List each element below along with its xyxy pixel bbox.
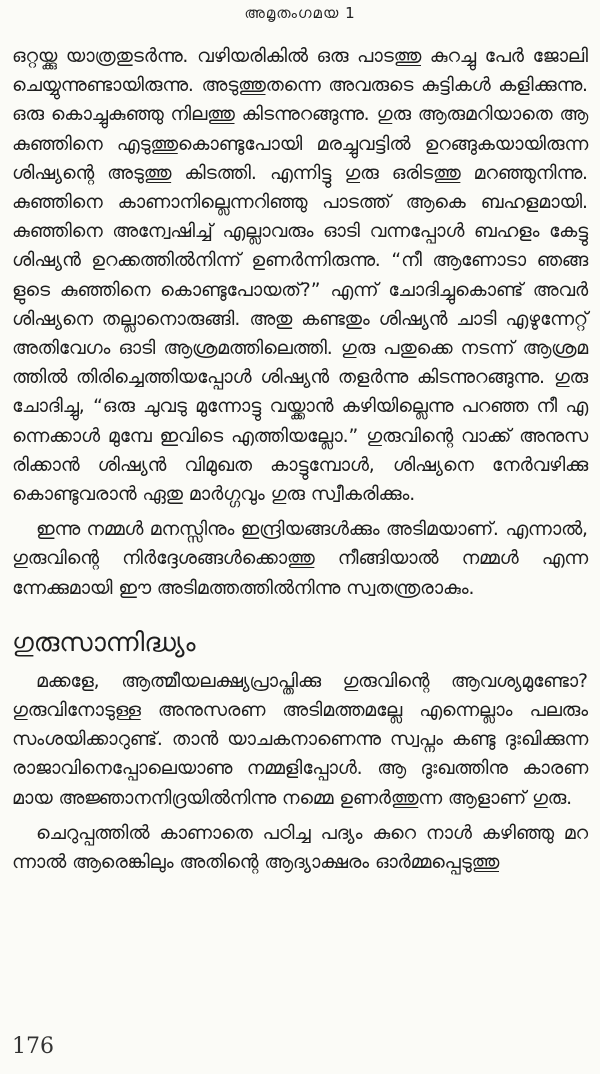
section-heading: ഗുരുസാന്നിദ്ധ്യം — [12, 627, 196, 658]
running-header: അമൃതംഗമയ 1 — [244, 4, 356, 22]
paragraph: ഒറ്റയ്ക്കു യാത്രതുടർന്നു. വഴിയരികിൽ ഒരു പാടത്തു കുറച്ചു പേർ ജോലി ചെയ്യുന്നുണ്ടായിരുന്നു. അടുത്തുതന്നെ അവരുടെ കുട്ടികൾ കളിക്കുന്നു. ഒരു കൊച്ചുകുഞ്ഞു നിലത്തു കിടന്നുറങ്ങുന്നു. ഗുരു ആരുമറിയാതെ ആ കുഞ്ഞിനെ എടുത്തുകൊണ്ടുപോയി മരച്ചുവട്ടിൽ ഉറങ്ങുകയായിരുന്ന ശിഷ്യന്റെ അടുത്തു കിടത്തി. എന്നിട്ടു ഗുരു ഒരിടത്തു മറഞ്ഞുനിന്നു. കുഞ്ഞിനെ കാണാനില്ലെന്നറിഞ്ഞു പാടത്ത് ആകെ ബഹളമായി. കുഞ്ഞിനെ അന്വേഷിച്ച് എല്ലാവരും ഓടി വന്നപ്പോൾ ബഹളം കേട്ടു ശിഷ്യൻ ഉറക്കത്തിൽനിന്ന് ഉണർന്നിരുന്നു. “നീ ആണോടാ ഞങ്ങളുടെ കുഞ്ഞിനെ കൊണ്ടുപോയത്?” എന്ന് ചോദിച്ചുകൊണ്ട് അവർ ശിഷ്യനെ തല്ലാനൊരുങ്ങി. അതു കണ്ടതും ശിഷ്യൻ ചാടി എഴുന്നേറ്റ് അതിവേഗം ഓടി ആശ്രമത്തിലെത്തി. ഗുരു പതുക്കെ നടന്ന് ആശ്രമത്തിൽ തിരിച്ചെത്തിയപ്പോൾ ശിഷ്യൻ തളർന്നു കിടന്നുറങ്ങുന്നു. ഗുരു ചോദിച്ചു, “ഒരു ചുവടു മുന്നോട്ടു വയ്ക്കാൻ കഴിയില്ലെന്നു പറഞ്ഞ നീ എന്നെക്കാൾ മുമ്പേ ഇവിടെ എത്തിയല്ലോ.” ഗുരുവിന്റെ വാക്ക് അനുസരിക്കാൻ ശിഷ്യൻ വിമുഖത കാട്ടുമ്പോൾ, ശിഷ്യനെ നേർവഴിക്കു കൊണ്ടുവരാൻ ഏതു മാർഗ്ഗവും ഗുരു സ്വീകരിക്കും. — [12, 46, 588, 506]
paragraph: മക്കളേ, ആത്മീയലക്ഷ്യപ്രാപ്തിക്കു ഗുരുവിന്റെ ആവശ്യമുണ്ടോ? ഗുരുവിനോടുള്ള അനുസരണ അടിമത്തമല്ലേ എന്നെല്ലാം പലരും സംശയിക്കാറുണ്ട്. താൻ യാചകനാണെന്നു സ്വപ്നം കണ്ടു ദുഃഖിക്കുന്ന രാജാവിനെപ്പോലെയാണു നമ്മളിപ്പോൾ. ആ ദുഃഖത്തിനു കാരണമായ അജ്ഞാനനിദ്രയിൽനിന്നു നമ്മെ ഉണർത്തുന്ന ആളാണ് ഗുരു. — [12, 670, 588, 809]
page-number: 176 — [12, 1034, 54, 1059]
body-text — [12, 42, 588, 877]
paragraph: ചെറുപ്പത്തിൽ കാണാതെ പഠിച്ച പദ്യം കുറെ നാൾ കഴിഞ്ഞു മറന്നാൽ ആരെങ്കിലും അതിന്റെ ആദ്യാക്ഷരം ഓർമ്മപ്പെടുത്തു — [12, 822, 588, 874]
paragraph: ഇന്നു നമ്മൾ മനസ്സിനും ഇന്ദ്രിയങ്ങൾക്കും അടിമയാണ്. എന്നാൽ, ഗുരുവിന്റെ നിർദ്ദേശങ്ങൾക്കൊത്തു നീങ്ങിയാൽ നമ്മൾ എന്നന്നേക്കുമായി ഈ അടിമത്തത്തിൽനിന്നു സ്വതന്ത്രരാകും. — [12, 519, 588, 599]
